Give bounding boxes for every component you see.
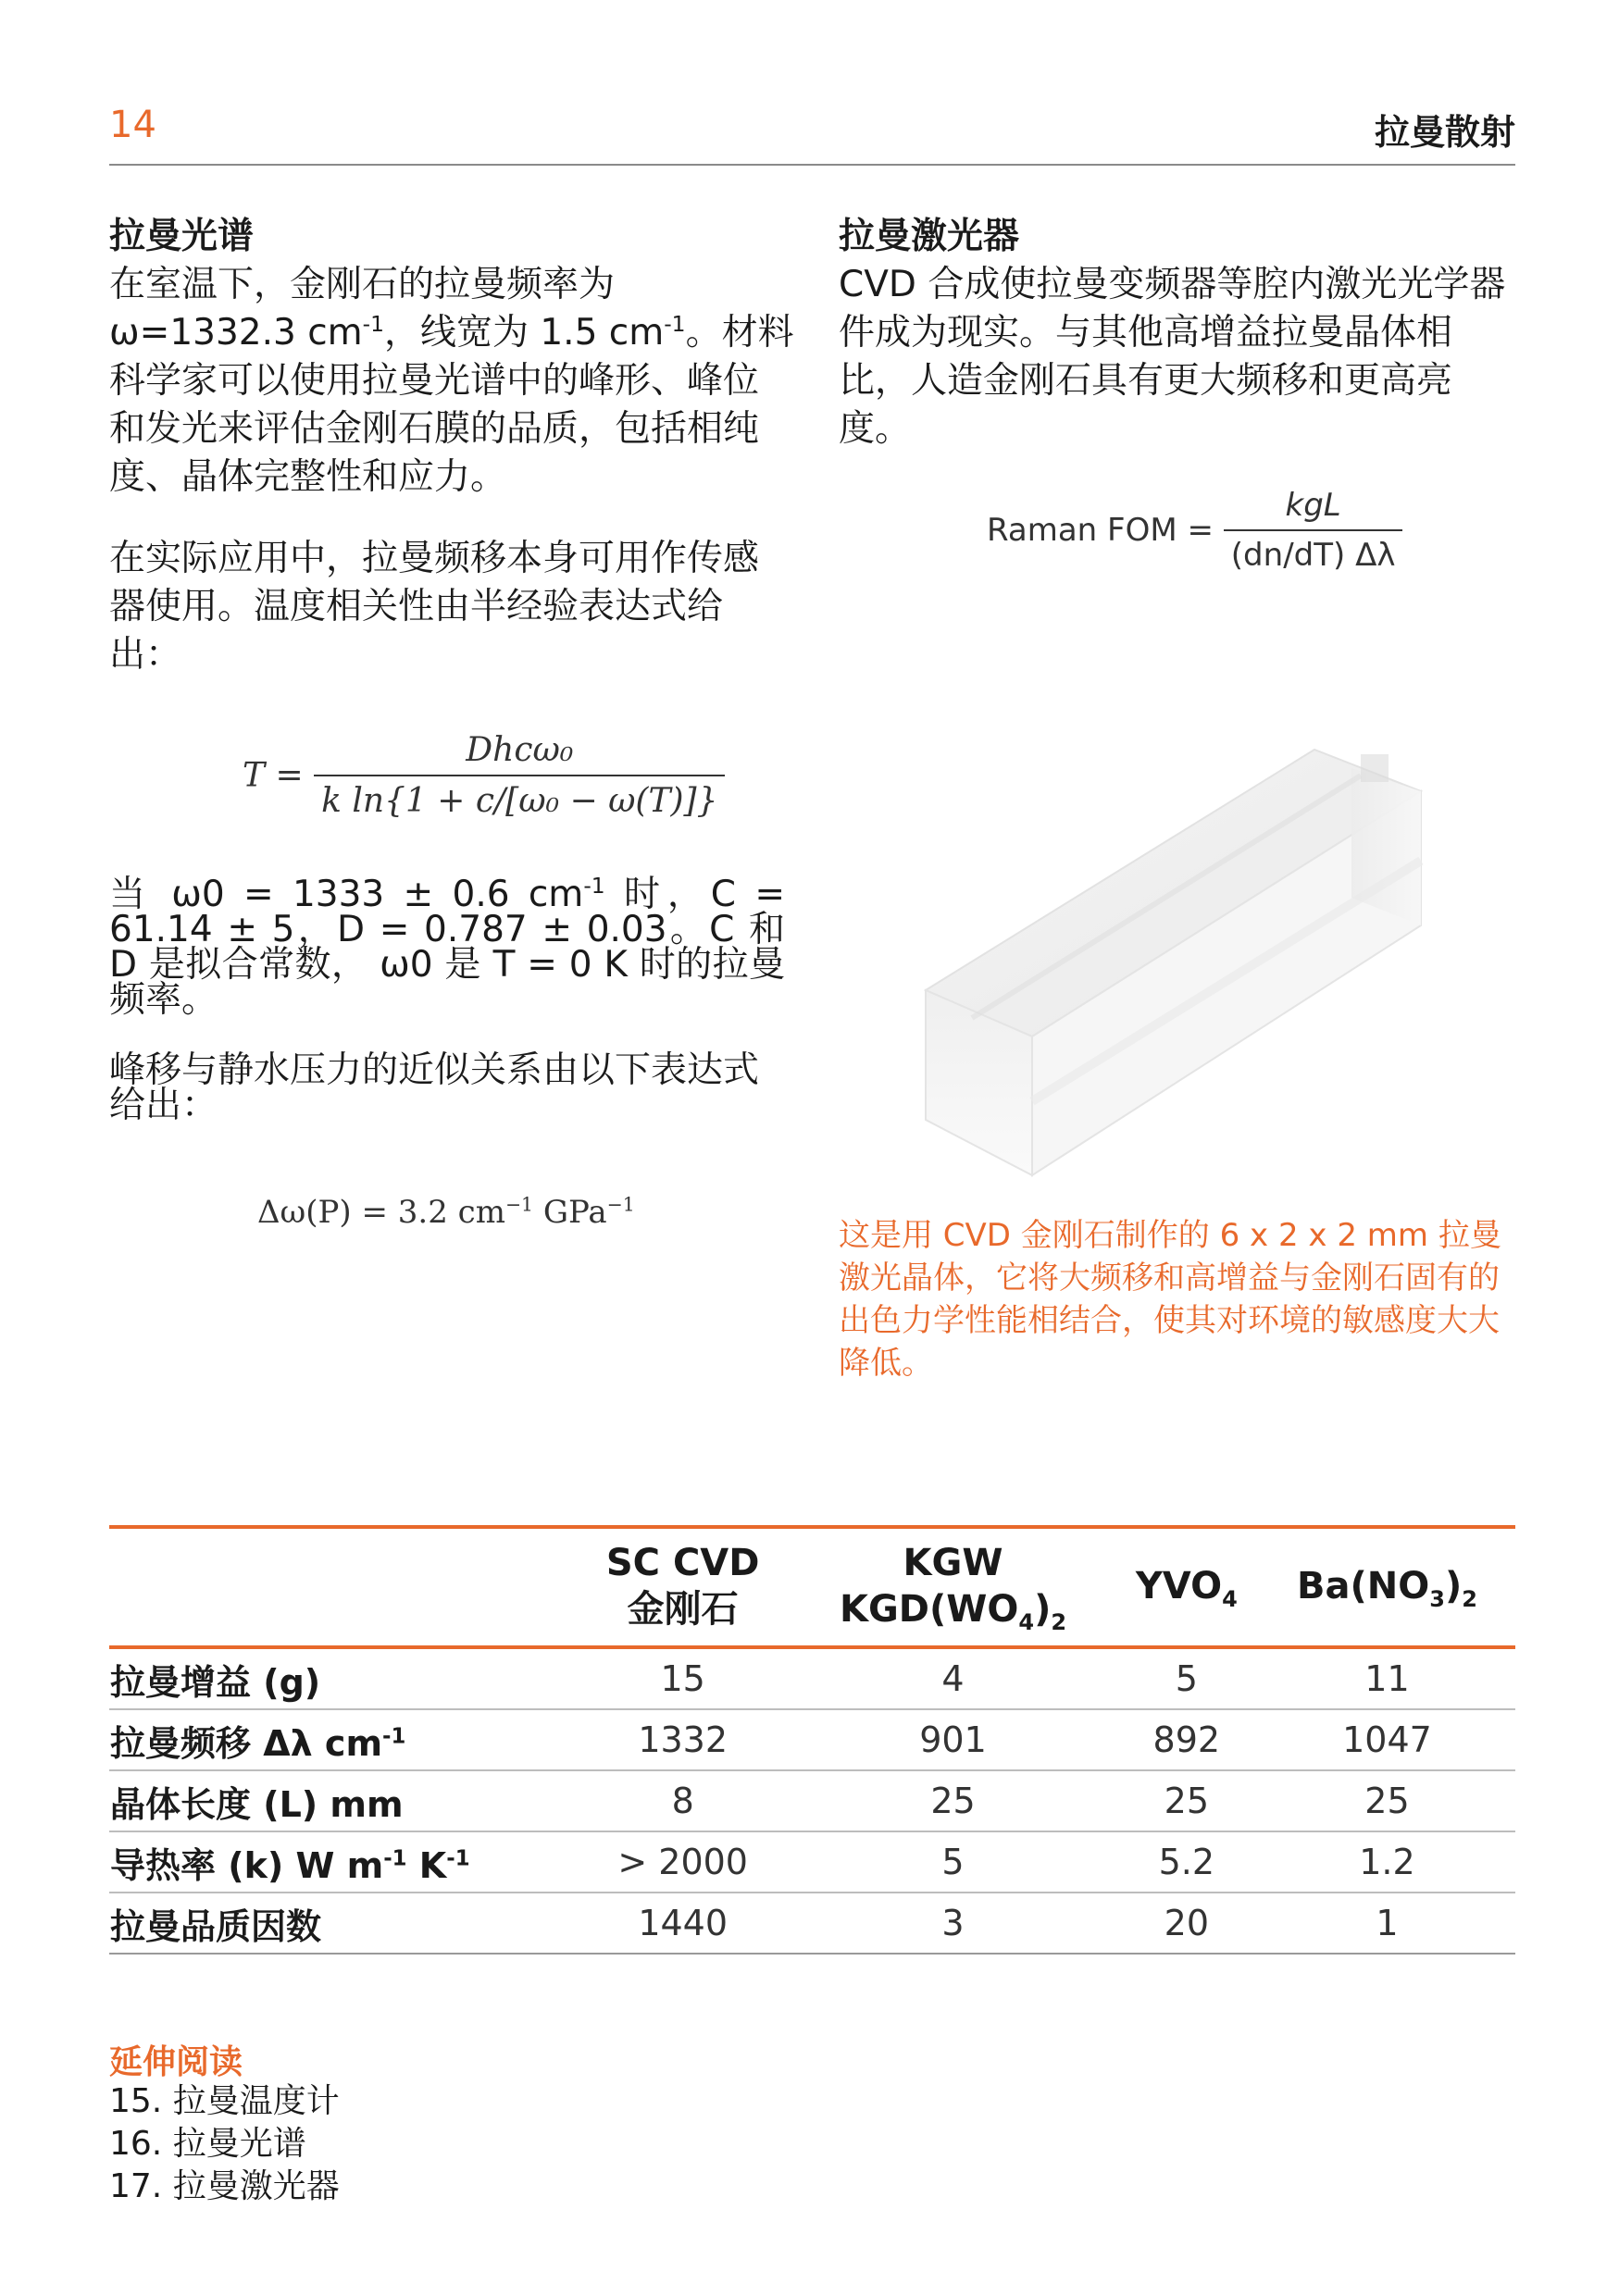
raman-fom-equation	[987, 487, 1402, 574]
raman-laser-heading: 拉曼激光器	[839, 216, 1020, 257]
table-row	[109, 1647, 1515, 1709]
pressure-paragraph-block	[109, 1049, 794, 1126]
table-cell: 15	[574, 1647, 791, 1709]
header-divider	[109, 164, 1515, 166]
raman-spectroscopy-heading: 拉曼光谱	[109, 216, 255, 257]
sensor-paragraph: 在实际应用中，拉曼频移本身可用作传感器使用。温度相关性由半经验表达式给出：	[109, 538, 760, 676]
fit-constants-paragraph: 当 ω0 = 1333 ± 0.6 $cm^{-1}$ 时，C = 61.14 ± 5，D = 0.787 ± 0.03。C 和 D 是拟合常数， ω0 是 T = 0 K 时的拉曼频率。	[109, 873, 785, 1021]
table-header-empty	[109, 1527, 574, 1647]
raman-spectroscopy-paragraph: 在室温下，金刚石的拉曼频率为 ω=1332.3 $cm^{-1}$，线宽为 1.5 $cm^{-1}$。材料科学家可以使用拉曼光谱中的峰形、峰位和发光来评估金刚石膜的品质，包括相纯度、晶体完整性和应力。	[109, 264, 794, 498]
temperature-equation	[243, 731, 725, 820]
table-cell: 25	[791, 1770, 1114, 1831]
image-caption: 这是用 CVD 金刚石制作的 6 x 2 x 2 mm 拉曼激光晶体，它将大频移和高增益与金刚石固有的出色力学性能相结合，使其对环境的敏感度大大降低。	[839, 1217, 1501, 1382]
further-reading-item: 15. 拉曼温度计	[109, 2082, 340, 2120]
table-cell: 8	[574, 1770, 791, 1831]
right-column	[839, 213, 1514, 453]
page-number: 14	[109, 104, 156, 146]
fit-constants-block	[109, 873, 785, 1021]
table-cell: 4	[791, 1647, 1114, 1709]
column-header-yvo4: $YVO_4$	[1135, 1565, 1238, 1612]
column-header-sc-cvd: SC CVD 金刚石	[605, 1542, 760, 1631]
table-cell: > 2000	[574, 1831, 791, 1893]
row-label: 晶体长度 (L) mm	[109, 1770, 574, 1831]
table-cell: 5	[1115, 1647, 1259, 1709]
row-label: 拉曼品质因数	[109, 1893, 574, 1954]
sensor-paragraph-block	[109, 535, 794, 679]
equation-numerator: Dhcω₀	[466, 731, 574, 769]
column-header-ba-no3: $Ba(NO_3)_2$	[1297, 1565, 1477, 1612]
table-cell: 1332	[574, 1709, 791, 1770]
fom-denominator: (dn/dT) Δλ	[1224, 529, 1403, 574]
equation-denominator: k ln{1 + c/[ω₀ − ω(T)]}	[314, 775, 725, 820]
table-cell: 1440	[574, 1893, 791, 1954]
table-cell: 5	[791, 1831, 1114, 1893]
table-header-row	[109, 1527, 1515, 1647]
further-reading-item: 16. 拉曼光谱	[109, 2125, 306, 2163]
raman-laser-paragraph: CVD 合成使拉曼变频器等腔内激光光学器件成为现实。与其他高增益拉曼晶体相比，人造金刚石具有更大频移和更高亮度。	[839, 264, 1506, 450]
table-cell: 20	[1115, 1893, 1259, 1954]
further-reading-item: 17. 拉曼激光器	[109, 2167, 340, 2205]
row-label: 拉曼增益 (g)	[109, 1647, 574, 1709]
table-row	[109, 1893, 1515, 1954]
pressure-paragraph: 峰移与静水压力的近似关系由以下表达式给出：	[109, 1049, 760, 1126]
fom-numerator: kgL	[1285, 487, 1341, 524]
table-cell: 25	[1259, 1770, 1515, 1831]
section-title: 拉曼散射	[1374, 112, 1515, 153]
table-cell: 5.2	[1115, 1831, 1259, 1893]
further-reading-list	[109, 2080, 340, 2208]
table-row	[109, 1770, 1515, 1831]
row-label: 导热率 (k) W $m^{-1}$ $K^{-1}$	[109, 1831, 574, 1893]
table-cell: 901	[791, 1709, 1114, 1770]
table-cell: 3	[791, 1893, 1114, 1954]
diamond-crystal-image	[916, 713, 1435, 1194]
column-header-kgw: KGW $KGD(WO_4)_2$	[839, 1542, 1067, 1635]
pressure-equation: Δω(P) = 3.2 $cm^{-1}$ GPa$^{-1}$	[257, 1193, 635, 1231]
table-row	[109, 1831, 1515, 1893]
table-cell: 892	[1115, 1709, 1259, 1770]
further-reading-title: 延伸阅读	[109, 2043, 243, 2081]
fom-fraction	[1224, 487, 1403, 574]
table-cell: 1	[1259, 1893, 1515, 1954]
table-cell: 25	[1115, 1770, 1259, 1831]
equation-fraction	[314, 731, 725, 820]
row-label: 拉曼频移 Δλ $cm^{-1}$	[109, 1709, 574, 1770]
table-cell: 1047	[1259, 1709, 1515, 1770]
left-column	[109, 213, 794, 502]
equation-lhs: T =	[243, 756, 304, 795]
table-row	[109, 1709, 1515, 1770]
table-cell: 1.2	[1259, 1831, 1515, 1893]
table-cell: 11	[1259, 1647, 1515, 1709]
raman-materials-table	[109, 1525, 1515, 1955]
fom-lhs: Raman FOM =	[987, 512, 1214, 549]
